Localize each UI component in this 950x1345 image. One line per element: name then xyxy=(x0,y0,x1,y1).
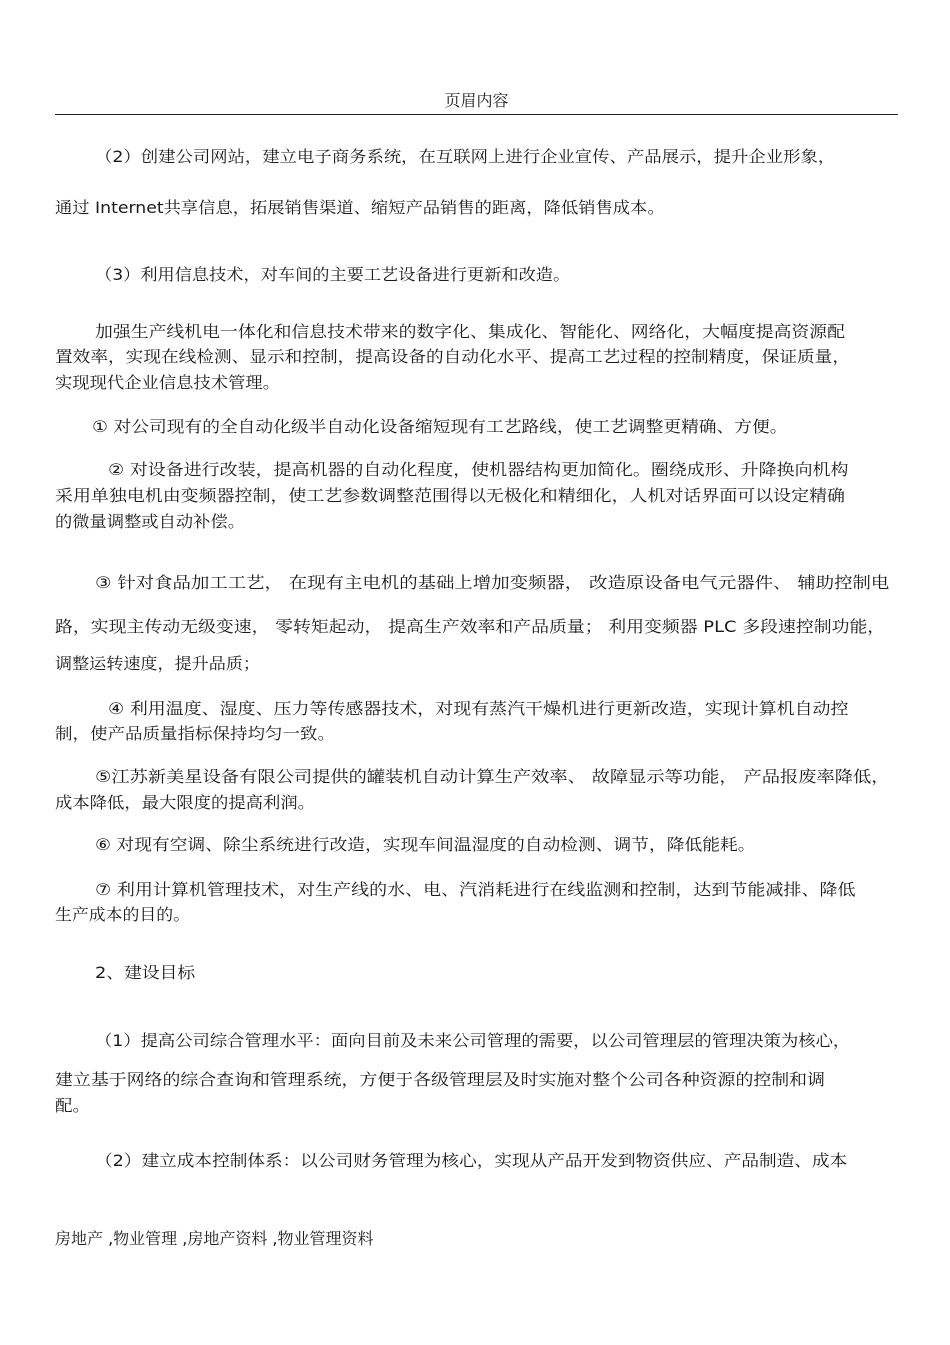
body-line: 加强生产线机电一体化和信息技术带来的数字化、集成化、智能化、网络化，大幅度提高资源配 xyxy=(95,322,846,341)
body-line: ① 对公司现有的全自动化级半自动化设备缩短现有工艺路线，使工艺调整更精确、方便。 xyxy=(92,417,788,436)
body-line: ⑦ 利用计算机管理技术，对生产线的水、电、汽消耗进行在线监测和控制，达到节能减排、降低 xyxy=(95,880,856,899)
body-line: ④ 利用温度、湿度、压力等传感器技术，对现有蒸汽干燥机进行更新改造，实现计算机自动控 xyxy=(108,699,849,718)
body-line: 调整运转速度，提升品质； xyxy=(55,654,261,673)
body-line: 的微量调整或自动补偿。 xyxy=(55,512,246,531)
page-footer: 房地产 ,物业管理 ,房地产资料 ,物业管理资料 xyxy=(55,1229,374,1248)
body-line: ③ 针对食品加工工艺， 在现有主电机的基础上增加变频器， 改造原设备电气元器件、 辅助控制电 xyxy=(95,573,890,592)
body-line: 通过 Internet共享信息，拓展销售渠道、缩短产品销售的距离，降低销售成本。 xyxy=(55,198,665,217)
body-line: （1）提高公司综合管理水平：面向目前及未来公司管理的需要，以公司管理层的管理决策为核心， xyxy=(95,1031,851,1050)
body-line: 实现现代企业信息技术管理。 xyxy=(55,373,281,392)
body-line: 路，实现主传动无级变速， 零转矩起动， 提高生产效率和产品质量； 利用变频器 PLC 多段速控制功能， xyxy=(55,617,886,636)
body-line: 建立基于网络的综合查询和管理系统，方便于各级管理层及时实施对整个公司各种资源的控制和调 xyxy=(55,1070,826,1089)
body-line: （3）利用信息技术，对车间的主要工艺设备进行更新和改造。 xyxy=(95,265,571,284)
body-line: 2、建设目标 xyxy=(95,963,196,982)
body-line: 置效率，实现在线检测、显示和控制，提高设备的自动化水平、提高工艺过程的控制精度，保证质量， xyxy=(55,347,851,366)
header-title: 页眉内容 xyxy=(444,91,509,110)
body-line: 成本降低，最大限度的提高利润。 xyxy=(55,793,316,812)
body-line: 制，使产品质量指标保持均匀一致。 xyxy=(55,724,336,743)
body-line: 生产成本的目的。 xyxy=(55,905,191,924)
body-line: （2）建立成本控制体系：以公司财务管理为核心，实现从产品开发到物资供应、产品制造、成本 xyxy=(95,1151,848,1170)
body-line: 配。 xyxy=(55,1096,91,1115)
body-line: ⑥ 对现有空调、除尘系统进行改造，实现车间温湿度的自动检测、调节，降低能耗。 xyxy=(95,835,756,854)
body-line: （2）创建公司网站，建立电子商务系统，在互联网上进行企业宣传、产品展示，提升企业形象， xyxy=(95,147,836,166)
body-line: ⑤江苏新美星设备有限公司提供的罐装机自动计算生产效率、 故障显示等功能， 产品报废率降低， xyxy=(95,767,890,786)
body-line: ② 对设备进行改装，提高机器的自动化程度，使机器结构更加简化。圈绕成形、升降换向机构 xyxy=(108,460,849,479)
page-header xyxy=(55,90,898,115)
body-line: 采用单独电机由变频器控制，使工艺参数调整范围得以无极化和精细化，人机对话界面可以设定精确 xyxy=(55,486,846,505)
